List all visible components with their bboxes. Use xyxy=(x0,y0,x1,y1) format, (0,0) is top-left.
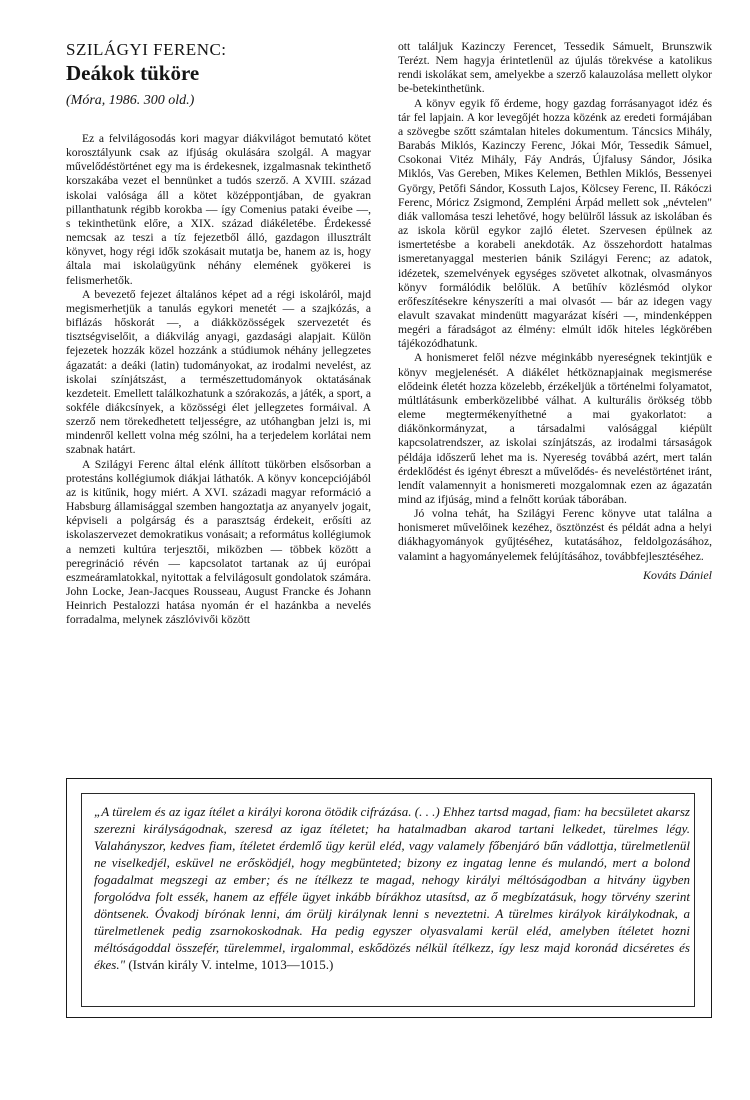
article-source: (Móra, 1986. 300 old.) xyxy=(66,93,195,108)
left-column xyxy=(66,40,371,627)
quote-box-inner-frame xyxy=(81,793,695,1007)
quote-attribution: (István király V. intelme, 1013—1015.) xyxy=(128,957,334,972)
right-column xyxy=(398,40,712,583)
quote-text: „A türelem és az igaz ítélet a királyi korona ötödik cifrázása. (. . .) Ehhez tartsd magad, fiam: ha becsületet akarsz szerezni királyságodnak, szeresd az igaz ítéletet; ha hatalmadban akarod tartani lelkedet, türelmes légy. Valahányszor, kedves fiam, ítéletet érdemlő ügy kerül eléd, vagy valamely főbenjáró bűn vádlottja, türelmetlenül ne viselkedjél, esküvel ne erősködjél, hogy megbünteted; bizony ez ingatag lenne és mulandó, mert a bolond fogadalmat megszegi az ember; és ne ítélkezz te magad, nehogy királyi méltóságodban a hitvány ügyben forgolódva folt essék, hanem az efféle ügyet inkább bírákhoz utasítsd, az ő megbízatásuk, hogy törvény szerint döntsenek. Óvakodj bírónak lenni, ám örülj királynak lenni s neveztetni. A türelmes királyok királykodnak, a türelmetlenek pedig zsarnokoskodnak. Ha pedig egyszer olyasvalami kerül eléd, amelyben ítéletet hozni méltóságoddal összefér, türelemmel, irgalommal, eskődözés nélkül ítélkezz, így lesz majd koronád dicséretes és ékes." xyxy=(94,804,690,972)
paragraph: Ez a felvilágosodás kori magyar diákvilágot bemutató kötet korosztályunk csak az ifjúság okulására szolgál. A magyar művelődéstörténet egy ma is érdekesnek, izgalmasnak tekinthető korszakába vezet el bennünket a tudós szerző. A XVIII. század iskolai valósága áll a kötet középpontjában, de gyakran pillanthatunk régibb korokba — így Comenius pataki éveibe —, s tekinthetünk előre, a XIX. század diákéletébe. Érdekessé nemcsak az teszi a tíz fejezetből álló, gazdagon illusztrált könyvet, hogy régi idők szokásait mutatja be, hanem az is, hogy általa mai iskolaügyünk néhány elemének gyökerei is felismerhetők. xyxy=(66,132,371,287)
quote xyxy=(94,803,690,973)
paragraph: Jó volna tehát, ha Szilágyi Ferenc könyve utat találna a honismeret művelőinek kezéhez, ösztönzést és példát adna a helyi diákhagyományok gyűjtéséhez, kutatásához, feldolgozásához, valamint a hagyományelemek felújításához, továbbfejlesztéséhez. xyxy=(398,507,712,563)
review-signature: Kováts Dániel xyxy=(643,567,712,582)
paragraph: A Szilágyi Ferenc által elénk állított tükörben elsősorban a protestáns kollégiumok diákjai láthatók. A könyv koncepciójából az is kitűnik, hogy miért. A XVI. századi magyar reformáció a Habsburg államisággal szemben hangoztatja az anyanyelv jogait, képviseli a polgárság és a parasztság érdekeit, erősíti az iskolaszervezet demokratikus vonásait; a református kollégiumok a nemzeti kultúra terjesztői, miközben — többek között a peregrináció révén — kapcsolatot tartanak az új európai eszmeáramlatokkal, nyitottak a felvilágosult gondolatok számára. John Locke, Jean-Jacques Rousseau, August Francke és Johann Heinrich Pestalozzi hatása nyomán ér el hazánkba a nevelés forradalma, melynek zászlóvivői között xyxy=(66,457,371,627)
paragraph: A honismeret felől nézve méginkább nyereségnek tekintjük e könyv megjelenését. A diákélet hétköznapjainak megismerése elődeink életét hozza közelebb, érzékeljük a történelmi folyamatot, múltlátásunk emberközelibbé válhat. A kulturális örökség több eleme megtermékenyíthetné a mai gyakorlatot: a diákönkormányzat, a társadalmi valósággal kiépült kapcsolatrendszer, az iskolai színjátszás, az irodalmi társaságok példája időszerű lehet ma is. Nyereség továbbá azért, mert talán érdeklődést és igényt ébreszt a művelődés- és neveléstörténet iránt, lendít valamennyit a honismereti mozgalomnak ezen az ágazatán mind az ifjúság, mind a felnőtt korúak táborában. xyxy=(398,351,712,506)
paragraph: A bevezető fejezet általános képet ad a régi iskoláról, majd megismerhetjük a tanulás egykori menetét — a szajkózás, a biflázás hőskorát —, a diákközösségek szervezetét és tisztségviselőit, a diákvilág anyagi, gazdasági alapjait. Külön fejezetek hozzák közel hozzánk a stúdiumok néhány jellegzetes ágazatát: a deáki (latin) tudományokat, az irodalmi nevelést, az iskolai színjátszást, a természettudományok oktatásának kezdeteit. Emellett találkozhatunk a szórakozás, a játék, a sport, a sokféle diákcsínyek, a közösségi élet jellegzetes formáival. A szerző nem törekedhetett teljességre, az utóhangban jelzi is, mi mindenről kellett volna még szólni, ha a terjedelem korlátai nem szabnak határt. xyxy=(66,287,371,457)
paragraph: A könyv egyik fő érdeme, hogy gazdag forrásanyagot idéz és tár fel lapjain. A kor levegőjét hozza közénk az eredeti formájában a szövegbe szőtt számtalan hiteles dokumentum. Táncsics Mihály, Barabás Miklós, Kazinczy Ferenc, Jókai Mór, Tessedik Sámuel, Csokonai Vitéz Mihály, Fáy András, Újfalusy Sándor, Jósika Miklós, Vas Gereben, Mikes Kelemen, Bethlen Miklós, Bessenyei György, Petőfi Sándor, Kossuth Lajos, Kölcsey Ferenc, II. Rákóczi Ferenc, Móricz Zsigmond, Zempléni Árpád mellett sok „névtelen" diák vallomása teszi lehetővé, hogy belülről lássuk az iskolában és az iskola körül egykor zajló életet. Szervesen épülnek az ismertetésbe a korabeli anekdoták. Az összehordott hatalmas ismeretanyaggal mesterien bánik Szilágyi Ferenc; az adatok, idézetek, szemelvények egységes szövetet alkotnak, olvasmányos könyv formálódik belőlük. A betűhív közlésmód olykor erőfeszítésekre kényszeríti a mai olvasót — bár az idegen vagy elavult szavakat mindenütt magyarázat kíséri —, mindenképpen megéri a fáradságot az élmény: elmúlt idők hiteles légkörében tájékozódhatunk. xyxy=(398,96,712,351)
article-title: Deákok tüköre xyxy=(66,61,200,85)
article-author: SZILÁGYI FERENC: xyxy=(66,40,227,59)
quote-box-outer-frame xyxy=(66,778,712,1018)
paragraph: ott találjuk Kazinczy Ferencet, Tessedik Sámuelt, Brunszwik Terézt. Nem hagyja érintetlenül az újulás törekvése a katolikus rendi iskolákat sem, amelyekbe a szerző kalauzolása mellett olykor be-betekinthetünk. xyxy=(398,40,712,96)
